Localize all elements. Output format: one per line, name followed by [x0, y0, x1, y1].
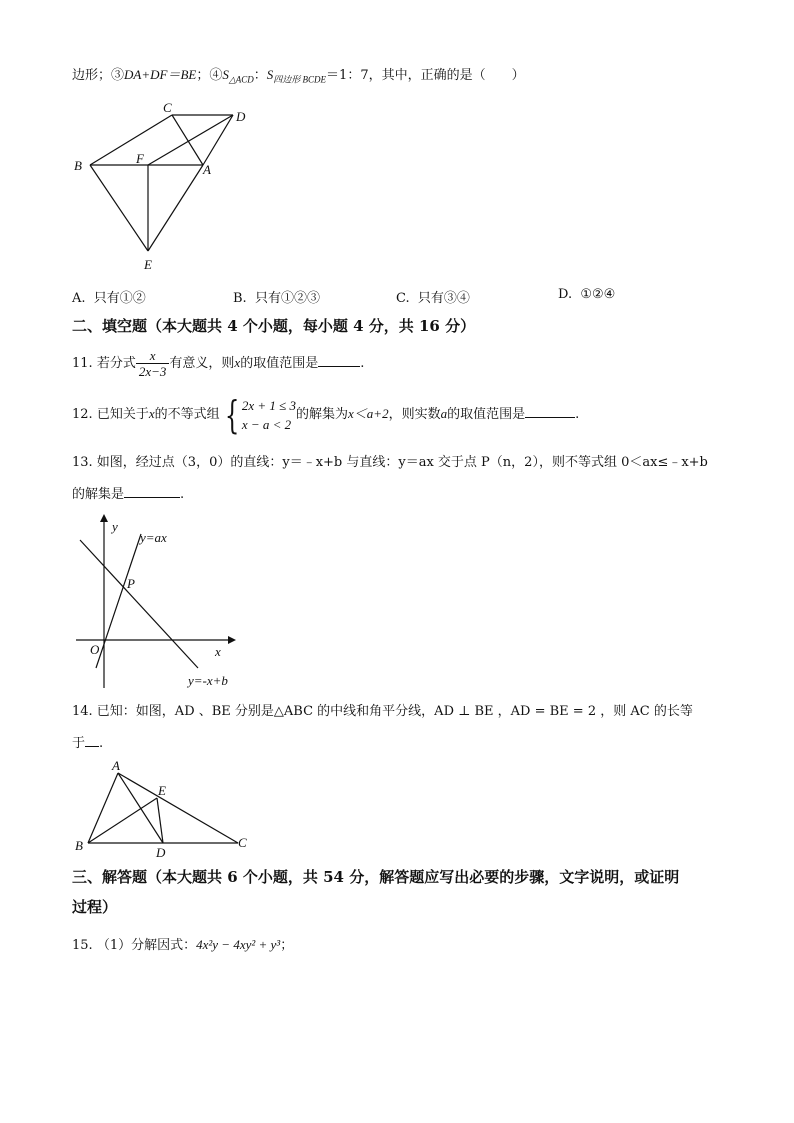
section3-heading-line2: 过程）	[72, 898, 118, 916]
q15-part: （1）分解因式：	[96, 938, 197, 953]
segment-ed	[157, 798, 163, 843]
q10-ratio: ＝1：7，其中，正确的是（ ）	[326, 68, 525, 83]
option-a[interactable]: A. 只有①②	[72, 291, 146, 306]
segment-ad	[118, 773, 163, 843]
q11-mid: 有意义，则	[169, 356, 235, 371]
q14-line2: 于 .	[72, 733, 103, 753]
q10-s-quad: S	[266, 67, 274, 82]
q12-pre: 已知关于	[96, 407, 149, 422]
q10-item3: DA+DF＝BE	[124, 67, 197, 82]
q12-inequality-system: 2x + 1 ≤ 3 x − a < 2	[241, 397, 297, 432]
q10-s-tri: S	[222, 67, 229, 82]
q11-answer-blank[interactable]	[318, 353, 360, 367]
fig3-label-c: C	[238, 835, 247, 850]
fig1-label-a: A	[203, 162, 211, 177]
q14-line1: 14. 已知：如图，AD 、BE 分别是△ABC 的中线和角平分线，AD ⊥ BE ，AD = BE = 2 ，则 AC 的长等	[72, 704, 693, 719]
fig3-label-b: B	[75, 838, 83, 853]
option-d[interactable]: D. ①②④	[558, 287, 616, 302]
segment-ca	[172, 115, 203, 165]
q12-post: 的取值范围是	[447, 407, 526, 422]
segment-be	[90, 165, 148, 251]
segment-da	[203, 115, 233, 165]
q10-prefix: 边形；③	[72, 68, 125, 83]
q11-post: 的取值范围是	[240, 356, 319, 371]
label-y-ax: y=ax	[140, 530, 167, 545]
segment-ae	[148, 165, 203, 251]
q12: 12. 已知关于x的不等式组 { 2x + 1 ≤ 3 x − a < 2 的解集为x＜a+2，则实数a的取值范围是 .	[72, 392, 580, 437]
q13-line1: 13. 如图，经过点（3，0）的直线：y＝﹣x+b 与直线：y＝ax 交于点 P（n，2），则不等式组 0＜ax≤﹣x+b	[72, 455, 708, 470]
q11-number: 11.	[72, 356, 93, 371]
q10-quad-sub: 四边形 BCDE	[273, 74, 327, 85]
q13-line2: 的解集是 .	[72, 484, 184, 504]
section3-heading-line1: 三、解答题（本大题共 6 个小题，共 54 分，解答题应写出必要的步骤，文字说明，或证明	[72, 868, 680, 886]
q11-pre: 若分式	[96, 356, 136, 371]
fig3-label-e: E	[158, 783, 166, 798]
fig1-label-c: C	[163, 100, 172, 115]
q10-statement-tail	[72, 66, 525, 89]
q10-tri-sub: △ACD	[228, 74, 254, 85]
q15-number: 15.	[72, 938, 93, 953]
label-y-axis: y	[112, 519, 118, 534]
label-origin: O	[90, 642, 100, 657]
line-y-ax	[96, 534, 141, 668]
section2-heading: 二、填空题（本大题共 4 个小题，每小题 4 分，共 16 分）	[72, 317, 476, 335]
q10-colon: ：	[253, 68, 267, 83]
q11-var: x	[234, 355, 241, 370]
q12-answer-blank[interactable]	[525, 404, 575, 418]
fig3-label-a: A	[112, 758, 120, 773]
option-b[interactable]: B. 只有①②③	[233, 291, 320, 306]
q14-answer-blank[interactable]	[85, 733, 99, 747]
q12-solution: x＜a+2	[348, 406, 389, 421]
label-y-neg-x-plus-b: y=-x+b	[188, 673, 228, 688]
segment-be	[88, 798, 157, 843]
q12-number: 12.	[72, 407, 93, 422]
q14-figure	[66, 758, 266, 862]
option-c[interactable]: C. 只有③④	[396, 291, 470, 306]
q12-mid2: 的解集为	[296, 407, 349, 422]
fig1-label-d: D	[236, 109, 246, 124]
segment-ac	[118, 773, 238, 843]
q11: 11. 若分式 $\frac{x}{2x-3}$ 有意义，则x的取值范围是 .	[72, 348, 365, 379]
q12-mid: 的不等式组	[154, 407, 220, 422]
q11-fraction: $\frac{x}{2x-3}$	[136, 348, 170, 379]
q10-figure	[60, 98, 280, 276]
fig3-label-d: D	[156, 845, 166, 860]
fig1-label-e: E	[144, 257, 152, 272]
q10-sep: ；④	[196, 68, 223, 83]
segment-ab	[88, 773, 118, 843]
q15-expression: 4x²y − 4xy² + y³	[196, 937, 281, 952]
q15: 15. （1）分解因式：4x²y − 4xy² + y³；	[72, 937, 294, 953]
q13-graph	[62, 512, 252, 694]
fig1-label-f: F	[136, 151, 144, 166]
y-axis-arrow-icon	[100, 514, 108, 522]
q13-answer-blank[interactable]	[124, 484, 180, 498]
x-axis-arrow-icon	[228, 636, 236, 644]
q12-brace: {	[224, 392, 239, 437]
label-x-axis: x	[215, 644, 221, 659]
fig1-label-b: B	[74, 158, 82, 173]
label-p: P	[127, 576, 135, 591]
